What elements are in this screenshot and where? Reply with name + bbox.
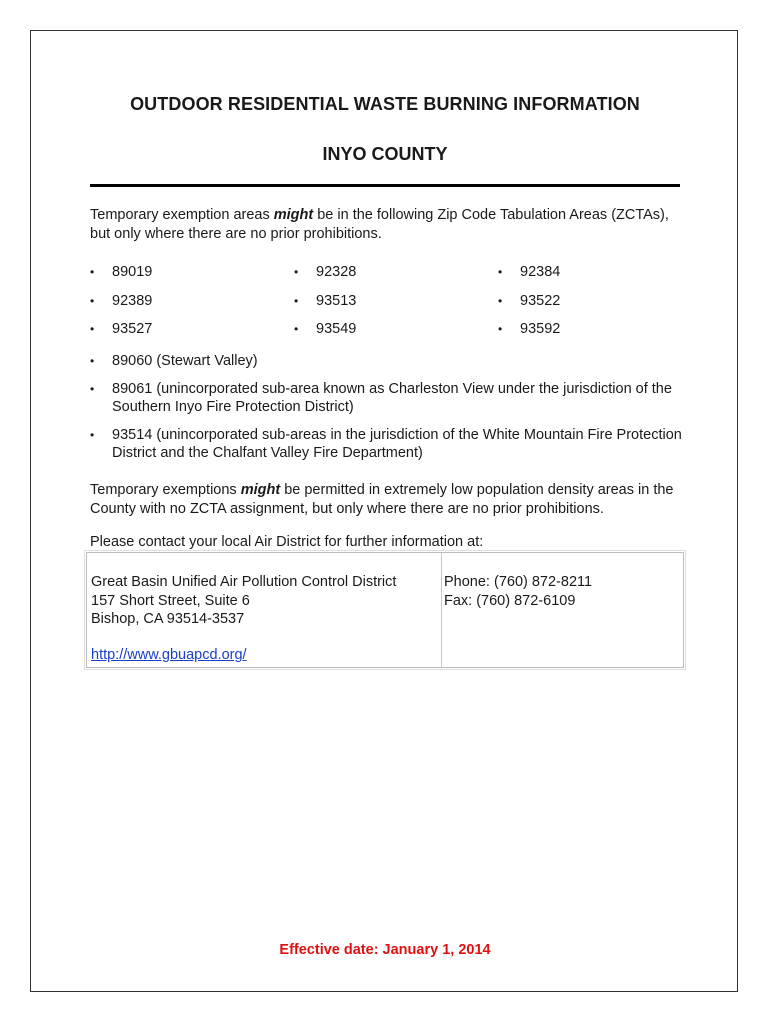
contact-intro: Please contact your local Air District for further information at: bbox=[90, 534, 484, 550]
zip-item bbox=[90, 292, 152, 311]
intro-emphasis: might bbox=[273, 207, 314, 223]
contact-phone-fax bbox=[444, 573, 592, 610]
zip-row bbox=[90, 320, 690, 349]
bullet-icon: • bbox=[294, 322, 299, 336]
title-divider bbox=[90, 184, 680, 187]
bullet-icon: • bbox=[90, 428, 95, 442]
bullet-icon: • bbox=[90, 293, 95, 308]
exemption-note bbox=[90, 481, 686, 519]
zip-row bbox=[90, 292, 690, 321]
intro-text-after: be in the following Zip Code Tabulation Areas (ZCTAs), but only where there are no prior prohibitions. bbox=[90, 207, 669, 242]
bullet-icon: • bbox=[294, 293, 299, 308]
phone-number: Phone: (760) 872-8211 bbox=[444, 574, 593, 590]
contact-table bbox=[86, 552, 684, 668]
zip-item bbox=[294, 263, 356, 282]
zip-code: 92384 bbox=[520, 264, 561, 280]
list-item bbox=[90, 426, 686, 462]
zip-code: 93522 bbox=[520, 292, 561, 309]
list-item-text: 89060 (Stewart Valley) bbox=[112, 353, 258, 369]
bullet-icon: • bbox=[90, 354, 95, 368]
zip-item bbox=[498, 263, 560, 282]
effective-date: Effective date: January 1, 2014 bbox=[279, 942, 491, 958]
note-text-before: Temporary exemptions bbox=[90, 482, 241, 498]
zip-item bbox=[498, 320, 560, 339]
bullet-icon: • bbox=[498, 265, 503, 279]
zip-code: 92389 bbox=[112, 292, 153, 309]
zip-code: 93513 bbox=[316, 292, 357, 309]
intro-text-before: Temporary exemption areas bbox=[90, 207, 274, 223]
fax-number: Fax: (760) 872-6109 bbox=[444, 592, 576, 609]
bullet-icon: • bbox=[90, 322, 95, 336]
street-address: 157 Short Street, Suite 6 bbox=[91, 592, 250, 609]
county-subtitle: INYO COUNTY bbox=[322, 144, 448, 164]
additional-zcta-list bbox=[90, 352, 686, 472]
zip-code: 93549 bbox=[316, 321, 357, 337]
zip-item bbox=[498, 292, 560, 311]
bullet-icon: • bbox=[498, 293, 503, 308]
district-website-link[interactable]: http://www.gbuapcd.org/ bbox=[91, 647, 247, 663]
intro-paragraph bbox=[90, 206, 686, 244]
list-item-text: 93514 (unincorporated sub-areas in the jurisdiction of the White Mountain Fire Protection District and the Chalfant Valley Fire Department) bbox=[112, 427, 682, 461]
bullet-icon: • bbox=[90, 265, 95, 279]
district-name: Great Basin Unified Air Pollution Control District bbox=[91, 574, 397, 590]
note-text-after: be permitted in extremely low population density areas in the County with no ZCTA assignment, but only where there are no prior prohibitions. bbox=[90, 482, 674, 517]
bullet-icon: • bbox=[498, 322, 503, 336]
city-state-zip: Bishop, CA 93514-3537 bbox=[91, 611, 245, 627]
page-title: OUTDOOR RESIDENTIAL WASTE BURNING INFORMATION bbox=[130, 94, 640, 114]
zip-item bbox=[294, 292, 356, 311]
zip-code: 93527 bbox=[112, 321, 153, 337]
list-item bbox=[90, 380, 686, 416]
zip-item bbox=[90, 263, 152, 282]
bullet-icon: • bbox=[90, 382, 95, 396]
table-divider bbox=[441, 553, 442, 667]
zip-row bbox=[90, 263, 690, 292]
list-item-text: 89061 (unincorporated sub-area known as Charleston View under the jurisdiction of the Southern Inyo Fire Protection District) bbox=[112, 381, 672, 415]
note-emphasis: might bbox=[240, 482, 281, 498]
zip-code: 93592 bbox=[520, 321, 561, 337]
bullet-icon: • bbox=[294, 265, 299, 279]
zip-code: 89019 bbox=[112, 264, 153, 280]
zip-code-grid bbox=[90, 263, 690, 349]
contact-address bbox=[91, 573, 396, 629]
list-item bbox=[90, 352, 686, 370]
zip-item bbox=[90, 320, 152, 339]
zip-code: 92328 bbox=[316, 264, 357, 280]
zip-item bbox=[294, 320, 356, 339]
